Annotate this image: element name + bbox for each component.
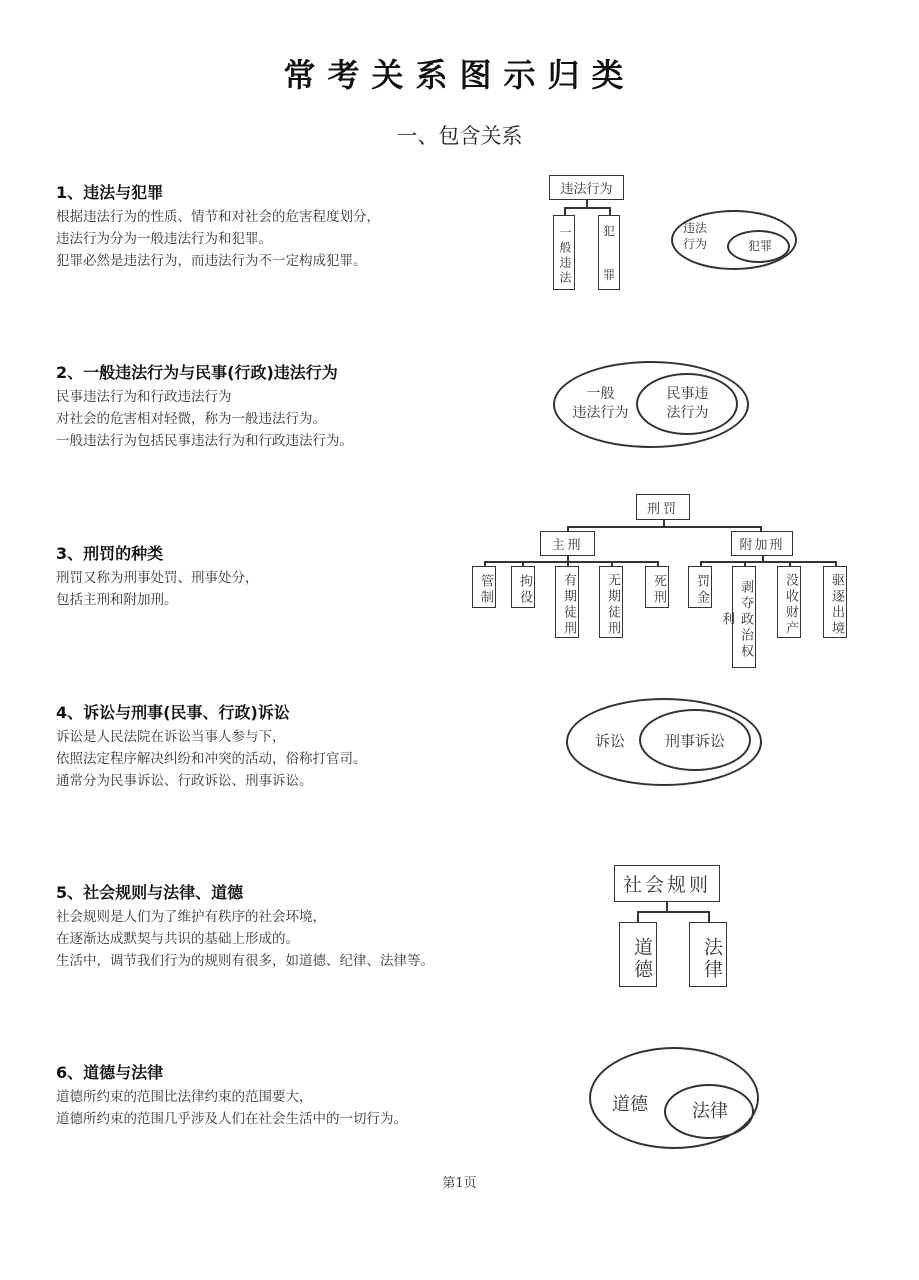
inner-label: 民事违 法行为: [666, 386, 709, 421]
inner-label: 法律: [692, 1101, 728, 1122]
tree-leaf-node: 拘役: [511, 566, 535, 608]
tree-leaf-node: 没收财产: [777, 566, 801, 638]
section-body: [56, 567, 259, 611]
tree-root-node: 社会规则: [614, 865, 720, 902]
body-line: 通常分为民事诉讼、行政诉讼、刑事诉讼。: [56, 773, 313, 789]
body-line: 诉讼是人民法院在诉讼当事人参与下，: [56, 729, 286, 745]
tree-child-node: 道德: [619, 922, 657, 987]
outer-label: 违法 行为: [683, 221, 708, 252]
tree-branch-node: 附加刑: [731, 531, 793, 556]
connector-line: [564, 207, 610, 209]
page-number: 第1页: [442, 1176, 477, 1191]
outer-label: 道德: [612, 1094, 648, 1115]
tree-leaf-node: 死刑: [645, 566, 669, 608]
body-line: 社会规则是人们为了维护有秩序的社会环境，: [56, 909, 326, 925]
section-6: [56, 1060, 407, 1130]
outer-label: 诉讼: [594, 732, 625, 750]
tree-branch-node: 主刑: [540, 531, 595, 556]
body-line: 道德所约束的范围比法律约束的范围要大，: [56, 1089, 313, 1105]
tree-leaf-node: 驱逐出境: [823, 566, 847, 638]
connector-line: [700, 561, 836, 563]
body-line: 在逐渐达成默契与共识的基础上形成的。: [56, 931, 299, 947]
tree-root-node: 违法行为: [549, 175, 624, 200]
tree-root-node: 刑罚: [636, 494, 690, 520]
inner-label: 犯罪: [747, 239, 772, 253]
section-heading: 5、社会规则与法律、道德: [56, 883, 244, 902]
body-line: 犯罪必然是违法行为，而违法行为不一定构成犯罪。: [56, 253, 367, 269]
section-body: [56, 726, 367, 792]
section-5: [56, 880, 434, 972]
body-line: 一般违法行为包括民事违法行为和行政违法行为。: [56, 433, 353, 449]
tree-child-node: 犯 罪: [598, 215, 620, 290]
body-line: 民事违法行为和行政违法行为: [56, 389, 232, 405]
tree-leaf-node: 无期徒刑: [599, 566, 623, 638]
section-1: [56, 180, 380, 272]
section-2: [56, 360, 353, 452]
body-line: 刑罚又称为刑事处罚、刑事处分，: [56, 570, 259, 586]
section-heading: 4、诉讼与刑事(民事、行政)诉讼: [56, 703, 290, 722]
section-group-title: 一、包含关系: [396, 124, 523, 148]
body-line: 生活中，调节我们行为的规则有很多，如道德、纪律、法律等。: [56, 953, 434, 969]
body-line: 包括主刑和附加刑。: [56, 592, 178, 608]
tree-leaf-node: 管制: [472, 566, 496, 608]
body-line: 根据违法行为的性质、情节和对社会的危害程度划分，: [56, 209, 380, 225]
section-heading: 1、违法与犯罪: [56, 183, 164, 202]
tree-child-node: 一般违法: [553, 215, 575, 290]
section-body: [56, 386, 353, 452]
section-body: [56, 906, 434, 972]
body-line: 道德所约束的范围几乎涉及人们在社会生活中的一切行为。: [56, 1111, 407, 1127]
body-line: 违法行为分为一般违法行为和犯罪。: [56, 231, 272, 247]
outer-label: 一般 违法行为: [572, 386, 629, 421]
connector-line: [567, 526, 761, 528]
section-3: [56, 541, 259, 611]
body-line: 对社会的危害相对轻微，称为一般违法行为。: [56, 411, 326, 427]
section-heading: 2、一般违法行为与民事(行政)违法行为: [56, 363, 338, 382]
connector-line: [484, 561, 658, 563]
section-heading: 6、道德与法律: [56, 1063, 164, 1082]
tree-leaf-node: 罚金: [688, 566, 712, 608]
body-line: 依照法定程序解决纠纷和冲突的活动，俗称打官司。: [56, 751, 367, 767]
connector-line: [637, 911, 709, 913]
tree-leaf-node: 有期徒刑: [555, 566, 579, 638]
inner-label: 刑事诉讼: [664, 732, 725, 750]
tree-child-node: 法律: [689, 922, 727, 987]
section-body: [56, 206, 380, 272]
section-4: [56, 700, 367, 792]
tree-leaf-node: 剥夺政治权利: [732, 566, 756, 668]
section-body: [56, 1086, 407, 1130]
page-title: 常考关系图示归类: [283, 56, 636, 94]
section-heading: 3、刑罚的种类: [56, 544, 164, 563]
